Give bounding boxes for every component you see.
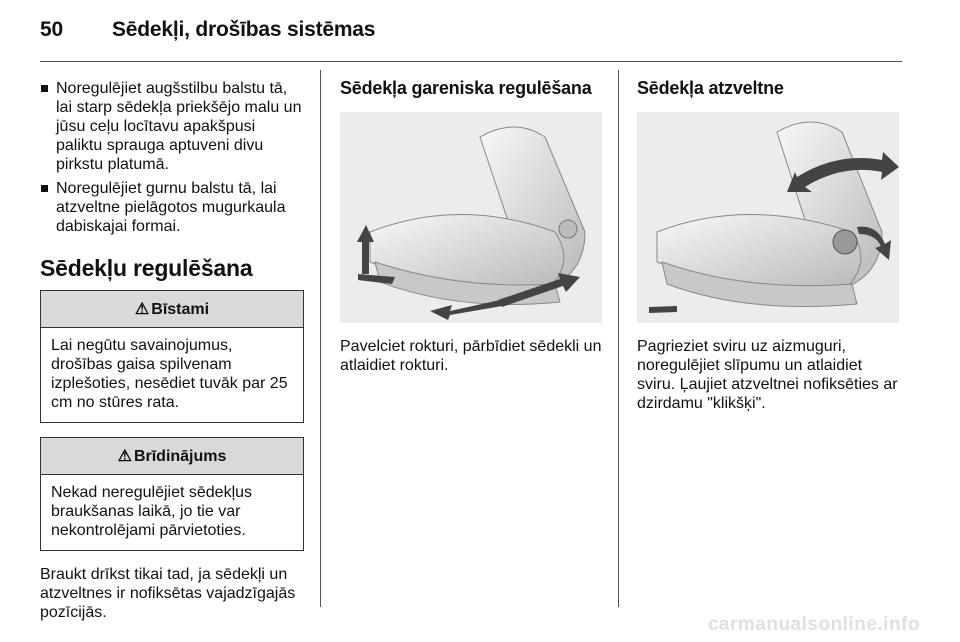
seat-slide-illustration xyxy=(340,112,602,323)
warning-triangle-icon: ⚠ xyxy=(117,447,132,465)
figure-caption: Pavelciet rokturi, pārbīdiet sēdekli un atlaidiet rokturi. xyxy=(340,338,602,374)
warning-text: Nekad neregulējiet sēdekļus braukšanas laikā, jo tie var nekontrolējami pārvietoties. xyxy=(51,484,253,539)
warning-title: Brīdinājums xyxy=(133,447,227,465)
danger-box-header xyxy=(41,291,303,328)
section-heading: Sēdekļa gareniska regulēšana xyxy=(340,78,592,98)
bullet-item: Noregulējiet gurnu balstu tā, lai atzveltne pielāgotos mugurkaula dabiskajai formai. xyxy=(40,179,304,236)
danger-title: Bīstami xyxy=(151,300,210,318)
header-rule xyxy=(40,61,902,62)
warning-box-header xyxy=(41,438,303,475)
page-title: Sēdekļi, drošības sistēmas xyxy=(112,18,376,41)
bullet-square-icon xyxy=(41,85,48,92)
bullet-item: Noregulējiet augšstilbu balstu tā, lai starp sēdekļa priekšējo malu un jūsu ceļu locītavu apakšpusi paliktu sprauga aptuveni divu pirkstu platumā. xyxy=(40,79,304,174)
danger-text: Lai negūtu savainojumus, drošības gaisa spilvenam izplešoties, nesēdiet tuvāk par 25 cm no stūres rata. xyxy=(51,337,288,411)
warning-triangle-icon: ⚠ xyxy=(134,300,150,318)
warning-box xyxy=(40,437,304,551)
column-divider-1 xyxy=(320,70,321,607)
figure-caption: Pagrieziet sviru uz aizmuguri, noregulējiet slīpumu un atlaidiet sviru. Ļaujiet atzveltnei nofiksēties ar dzirdamu "klikšķi". xyxy=(637,338,898,412)
section-heading: Sēdekļa atzveltne xyxy=(637,78,784,98)
bullet-square-icon xyxy=(41,185,48,192)
page-header xyxy=(40,18,375,42)
column-middle xyxy=(340,79,602,375)
watermark: carmanualsonline.info xyxy=(707,614,920,635)
page-number: 50 xyxy=(40,18,63,41)
body-paragraph: Braukt drīkst tikai tad, ja sēdekļi un atzveltnes ir nofiksētas vajadzīgajās pozīcijās. xyxy=(40,566,296,621)
column-right xyxy=(637,79,902,413)
section-heading: Sēdekļu regulēšana xyxy=(40,255,253,281)
danger-box xyxy=(40,290,304,423)
backrest-recline-illustration xyxy=(637,112,899,323)
column-divider-2 xyxy=(618,70,619,607)
column-left xyxy=(40,79,304,622)
